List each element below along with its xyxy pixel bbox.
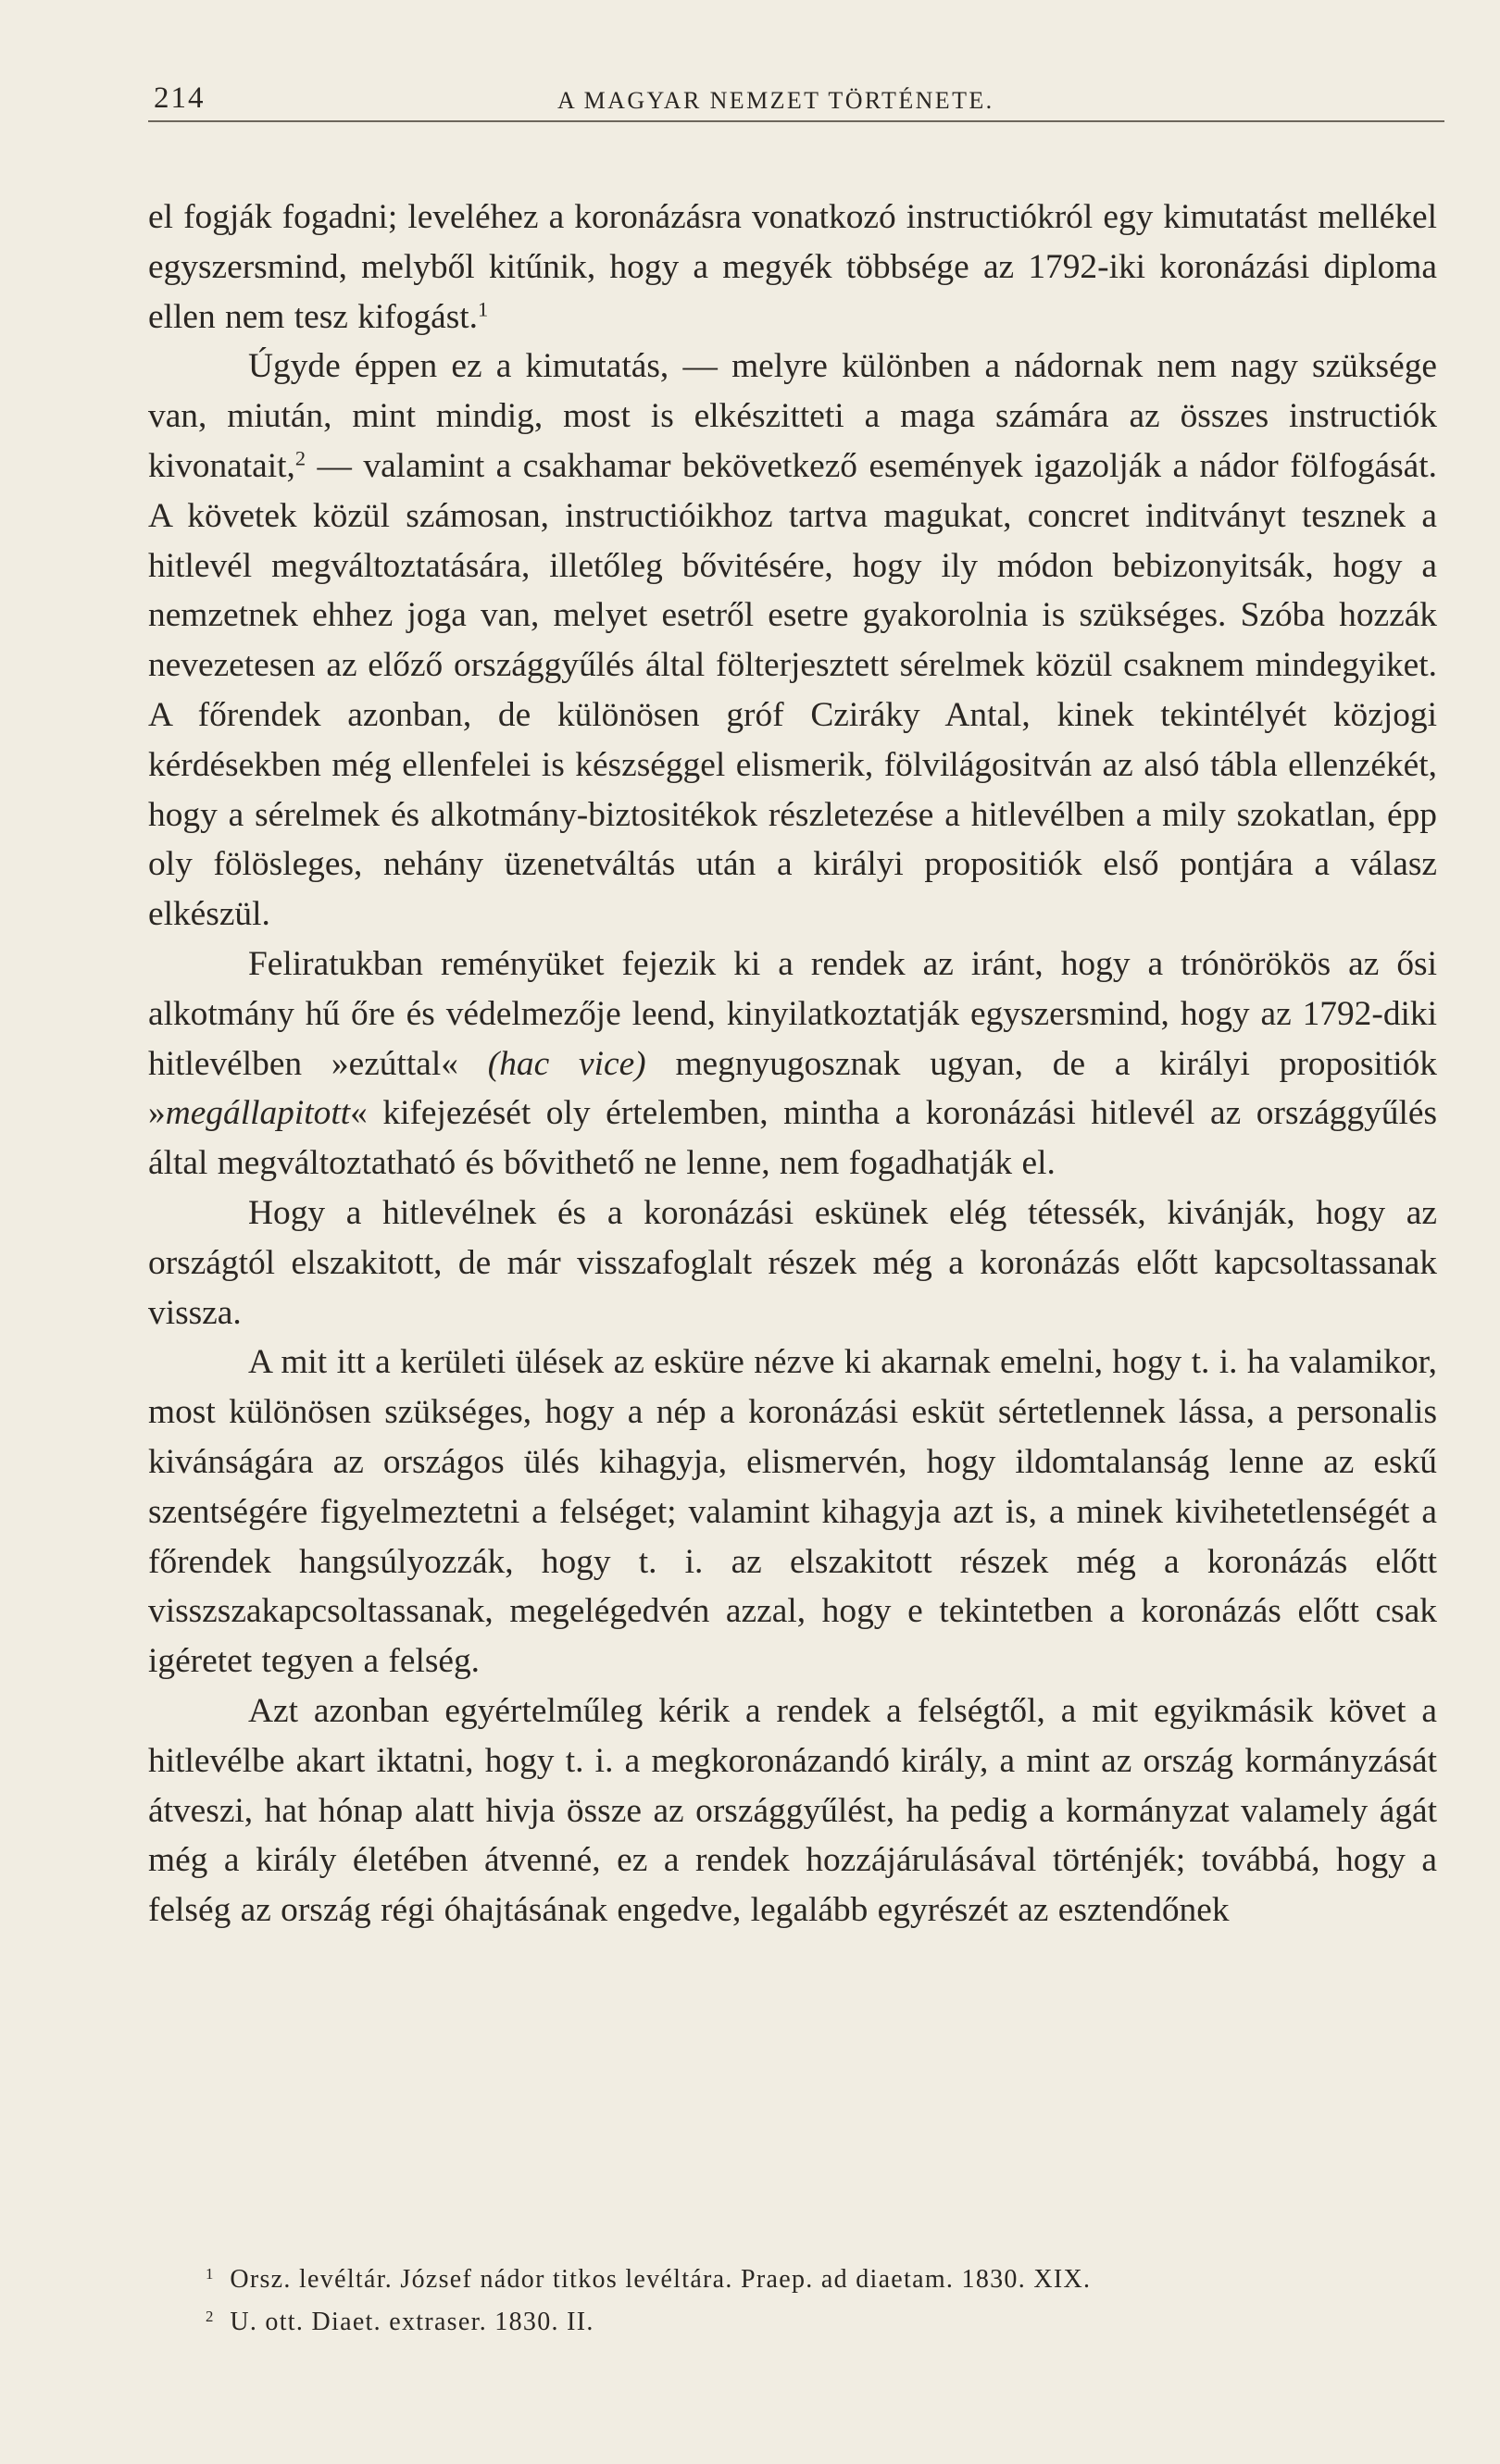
body-text [148,193,1437,1935]
footnote-2 [148,2301,1437,2344]
header-rule [148,120,1444,122]
paragraph-6 [148,1686,1437,1935]
footnote-ref-2: 2 [294,446,306,470]
page-header [148,81,1444,128]
paragraph-5-text: A mit itt a kerületi ülések az esküre nézve ki akarnak emelni, hogy t. i. ha valamikor, most különösen szükséges, hogy a nép a koronázási esküt sértetlennek lássa, a personalis kivánságára az országos ülés kihagyja, elismervén, hogy ildomtalanság lenne az eskű szentségére figyelmeztetni a felséget; valamint kihagyja azt is, a minek kivihetetlenségét a főrendek hangsúlyozzák, hogy t. i. az elszakitott részek még a koronázás előtt visszszakapcsoltassanak, megelégedvén azzal, hogy e tekintetben a koronázás előtt csak igéretet tegyen a felség. [148,1343,1437,1681]
paragraph-3-italic-hac-vice: (hac vice) [487,1044,646,1083]
footnote-1-marker: 1 [206,2264,215,2283]
paragraph-5 [148,1338,1437,1686]
paragraph-1-text: el fogják fogadni; leveléhez a koronázásra vonatkozó instructiókról egy kimutatást mellékel egyszersmind, melyből kitűnik, hogy a megyék többsége az 1792-iki koronázási diploma ellen nem tesz kifogást. [148,198,1437,336]
paragraph-4-text: Hogy a hitlevélnek és a koronázási eskünek elég tétessék, kivánják, hogy az országtól elszakitott, de már visszafoglalt részek még a koronázás előtt kapcsoltassanak vissza. [148,1193,1437,1332]
footnote-1 [148,2259,1437,2301]
paragraph-3-italic-megallapitott: megállapitott [165,1094,351,1133]
page-number: 214 [154,81,206,115]
paragraph-4 [148,1188,1437,1338]
paragraph-6-text: Azt azonban egyértelműleg kérik a rendek a felségtől, a mit egyikmásik követ a hitlevélbe akart iktatni, hogy t. i. a megkoronázandó király, a mint az ország kormányzását átveszi, hat hónap alatt hivja össze az országgyűlést, ha pedig a kormányzat valamely ágát még a király életében átvenné, ez a rendek hozzájárulásával történjék; továbbá, hogy a felség az ország régi óhajtásának engedve, legalább egyrészét az esztendőnek [148,1691,1437,1930]
paragraph-2 [148,342,1437,940]
paragraph-2-text-b: — valamint a csakhamar bekövetkező események igazolják a nádor fölfogását. A követek közül számosan, instructióikhoz tartva magukat, concret inditványt tesznek a hitlevél megváltoztatására, illetőleg bővitésére, hogy ily módon bebizonyitsák, hogy a nemzetnek ehhez joga van, melyet esetről esetre gyakorolnia is szükséges. Szóba hozzák nevezetesen az előző országgyűlés által fölterjesztett sérelmek közül csaknem mindegyiket. A főrendek azonban, de különösen gróf Cziráky Antal, kinek tekintélyét közjogi kérdésekben még ellenfelei is készséggel elismerik, fölvilágositván az alsó tábla ellenzékét, hogy a sérelmek és alkotmány-biztositékok részletezése a hitlevélben a mily szokatlan, épp oly fölösleges, nehány üzenetváltás után a királyi propositiók első pontjára a válasz elkészül. [148,446,1437,934]
footnote-2-text: U. ott. Diaet. extraser. 1830. II. [230,2308,594,2336]
footnote-1-text: Orsz. levéltár. József nádor titkos levéltára. Praep. ad diaetam. 1830. XIX. [230,2265,1092,2294]
footnote-ref-1: 1 [478,297,489,321]
footnotes [148,2259,1437,2344]
paragraph-1 [148,193,1437,342]
paragraph-3-text-a: Feliratukban reményüket fejezik ki a rendek az iránt, hogy a trónörökös az ősi alkotmány hű őre és védelmezője leend, kinyilatkoztatják egyszersmind, hogy az 1792-diki hitlevélben »ezúttal« [148,944,1437,1083]
paragraph-3-text-c: « kifejezését oly értelemben, mintha a koronázási hitlevél az országgyűlés által megváltoztatható és bővithető ne lenne, nem fogadhatják el. [148,1094,1437,1183]
footnote-2-marker: 2 [206,2307,215,2325]
paragraph-3 [148,940,1437,1188]
paragraph-3-text-b: megnyugosznak ugyan, de a királyi propositiók » [148,1044,1437,1133]
paragraph-2-text-a: Úgyde éppen ez a kimutatás, — melyre különben a nádornak nem nagy szüksége van, miután, mint mindig, most is elkészitteti a maga számára az összes instructiók kivonatait, [148,347,1437,485]
running-title: A MAGYAR NEMZET TÖRTÉNETE. [557,87,994,114]
